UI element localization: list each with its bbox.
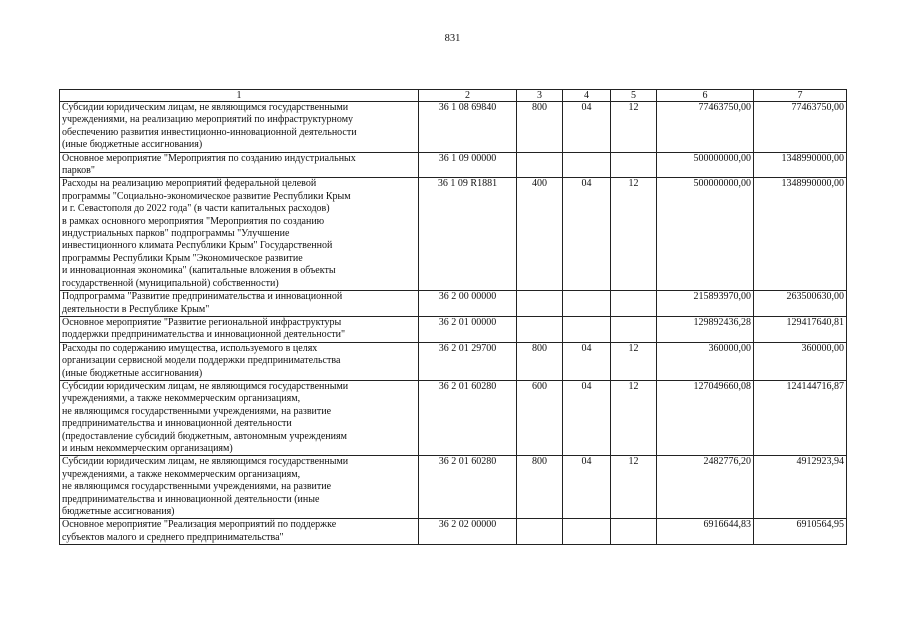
table-row (60, 519, 847, 545)
amount-year-1: 77463750,00 (657, 102, 754, 153)
amount-year-2: 129417640,81 (754, 316, 847, 342)
header-cell-5: 5 (611, 90, 657, 102)
amount-year-1: 360000,00 (657, 342, 754, 380)
target-code: 36 1 09 R1881 (419, 178, 517, 291)
subsection-code (611, 291, 657, 317)
section-code (563, 291, 611, 317)
subsection-code: 12 (611, 342, 657, 380)
row-description: Расходы на реализацию мероприятий федеральной целевой программы "Социально-экономическое развитие Республики Крым и г. Севастополя до 2022 года" (в части капитальных расходов) в рамках основного мероприятия "Мероприятия по созданию индустриальных парков" подпрограммы "Улучшение инвестиционного климата Республики Крым" Государственной программы Республики Крым "Экономическое развитие и инновационная экономика" (капитальные вложения в объекты государственной (муниципальной) собственности) (60, 178, 419, 291)
amount-year-2: 360000,00 (754, 342, 847, 380)
expense-type (517, 316, 563, 342)
header-cell-3: 3 (517, 90, 563, 102)
subsection-code (611, 519, 657, 545)
expense-type: 800 (517, 456, 563, 519)
row-description: Основное мероприятие "Развитие региональной инфраструктуры поддержки предпринимательства и инновационной деятельности" (60, 316, 419, 342)
row-description: Основное мероприятие "Мероприятия по созданию индустриальных парков" (60, 152, 419, 178)
amount-year-1: 129892436,28 (657, 316, 754, 342)
section-code (563, 316, 611, 342)
amount-year-2: 4912923,94 (754, 456, 847, 519)
row-description: Субсидии юридическим лицам, не являющимся государственными учреждениями, а также некоммерческим организациям, не являющимся государственными учреждениями, на развитие предпринимательства и инновационной деятельности (иные бюджетные ассигнования) (60, 456, 419, 519)
table-row (60, 316, 847, 342)
header-cell-6: 6 (657, 90, 754, 102)
amount-year-1: 215893970,00 (657, 291, 754, 317)
header-cell-2: 2 (419, 90, 517, 102)
subsection-code: 12 (611, 178, 657, 291)
subsection-code (611, 316, 657, 342)
section-code: 04 (563, 342, 611, 380)
amount-year-1: 500000000,00 (657, 152, 754, 178)
target-code: 36 2 01 60280 (419, 380, 517, 455)
expense-type: 400 (517, 178, 563, 291)
section-code: 04 (563, 178, 611, 291)
section-code (563, 152, 611, 178)
target-code: 36 2 02 00000 (419, 519, 517, 545)
expense-type (517, 152, 563, 178)
table-row (60, 380, 847, 455)
table-row (60, 178, 847, 291)
table-row (60, 102, 847, 153)
target-code: 36 1 08 69840 (419, 102, 517, 153)
header-row (60, 90, 847, 102)
table-row (60, 342, 847, 380)
subsection-code: 12 (611, 380, 657, 455)
expense-type: 800 (517, 102, 563, 153)
section-code (563, 519, 611, 545)
row-description: Подпрограмма "Развитие предпринимательства и инновационной деятельности в Республике Крым" (60, 291, 419, 317)
section-code: 04 (563, 102, 611, 153)
target-code: 36 2 01 60280 (419, 456, 517, 519)
amount-year-2: 6910564,95 (754, 519, 847, 545)
target-code: 36 2 01 29700 (419, 342, 517, 380)
target-code: 36 1 09 00000 (419, 152, 517, 178)
row-description: Расходы по содержанию имущества, используемого в целях организации сервисной модели поддержки предпринимательства (иные бюджетные ассигнования) (60, 342, 419, 380)
row-description: Субсидии юридическим лицам, не являющимся государственными учреждениями, а также некоммерческим организациям, не являющимся государственными учреждениями, на развитие предпринимательства и инновационной деятельности (предоставление субсидий бюджетным, автономным учреждениям и иным некоммерческим организациям) (60, 380, 419, 455)
amount-year-2: 1348990000,00 (754, 178, 847, 291)
subsection-code: 12 (611, 102, 657, 153)
header-cell-1: 1 (60, 90, 419, 102)
amount-year-1: 127049660,08 (657, 380, 754, 455)
table-body (60, 102, 847, 545)
amount-year-1: 2482776,20 (657, 456, 754, 519)
target-code: 36 2 00 00000 (419, 291, 517, 317)
row-description: Основное мероприятие "Реализация мероприятий по поддержке субъектов малого и среднего предпринимательства" (60, 519, 419, 545)
table-row (60, 291, 847, 317)
subsection-code: 12 (611, 456, 657, 519)
section-code: 04 (563, 380, 611, 455)
amount-year-1: 500000000,00 (657, 178, 754, 291)
amount-year-1: 6916644,83 (657, 519, 754, 545)
expense-type (517, 519, 563, 545)
table-row (60, 152, 847, 178)
table-row (60, 456, 847, 519)
section-code: 04 (563, 456, 611, 519)
amount-year-2: 77463750,00 (754, 102, 847, 153)
target-code: 36 2 01 00000 (419, 316, 517, 342)
amount-year-2: 1348990000,00 (754, 152, 847, 178)
page-number: 831 (444, 33, 461, 44)
header-cell-4: 4 (563, 90, 611, 102)
header-cell-7: 7 (754, 90, 847, 102)
expense-type: 800 (517, 342, 563, 380)
amount-year-2: 263500630,00 (754, 291, 847, 317)
row-description: Субсидии юридическим лицам, не являющимся государственными учреждениями, на реализацию мероприятий по инфраструктурному обеспечению развития инвестиционно-инновационной деятельности (иные бюджетные ассигнования) (60, 102, 419, 153)
expense-type: 600 (517, 380, 563, 455)
subsection-code (611, 152, 657, 178)
expense-type (517, 291, 563, 317)
budget-table (59, 89, 847, 545)
amount-year-2: 124144716,87 (754, 380, 847, 455)
